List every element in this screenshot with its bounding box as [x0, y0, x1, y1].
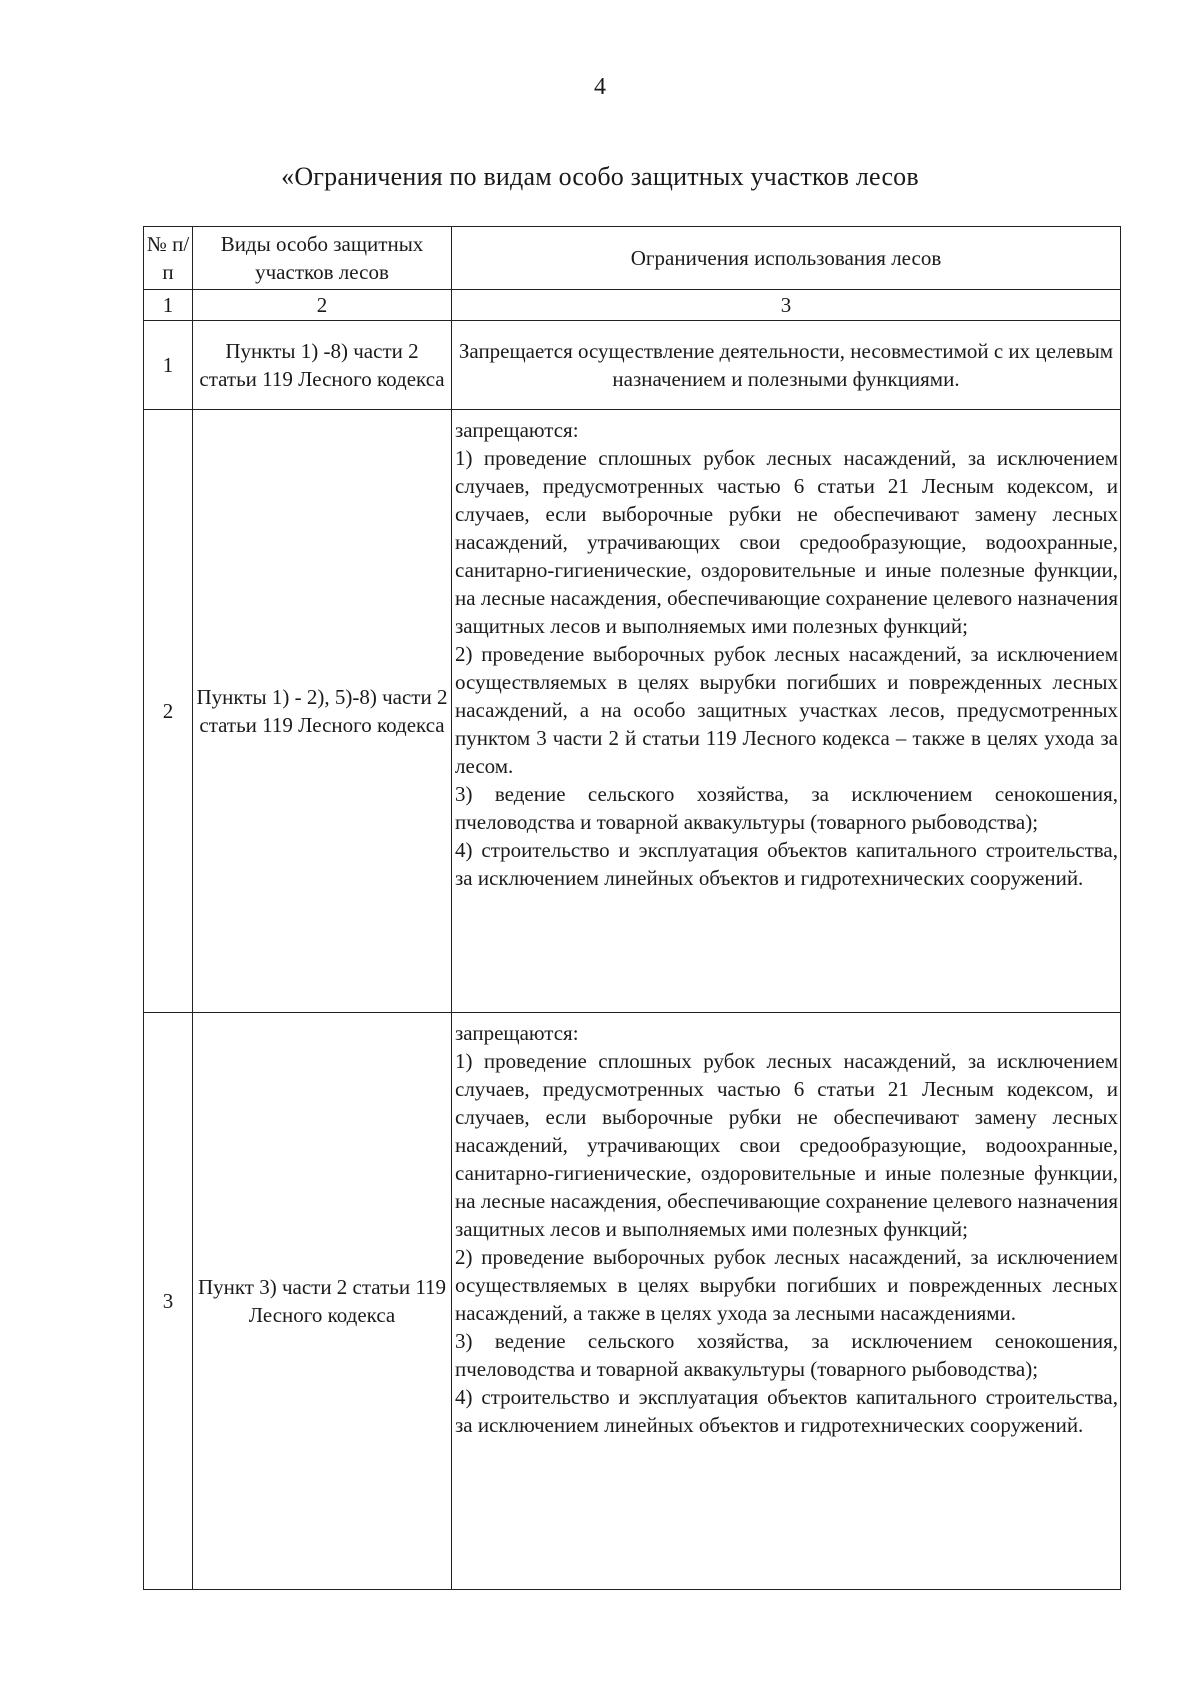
restriction-item: 1) проведение сплошных рубок лесных насаждений, за исключением случаев, предусмотренных частью 6 статьи 21 Лесным кодексом, и случаев, если выборочные рубки не обеспечивают замену лесных насаждений, утрачивающих свои средообразующие, водоохранные, санитарно-гигиенические, оздоровительные и иные полезные функции, на лесные насаждения, обеспечивающие сохранение целевого назначения защитных лесов и выполняемых ими полезных функций; — [455, 1049, 1118, 1241]
restrictions-table — [143, 226, 1121, 1590]
restriction-item: 3) ведение сельского хозяйства, за исключением сенокошения, пчеловодства и товарной аквакультуры (товарного рыбоводства); — [455, 1329, 1118, 1381]
restriction-item: запрещаются: — [455, 1021, 579, 1045]
restrictions-cell — [452, 410, 1121, 1013]
column-number: 3 — [452, 290, 1121, 321]
table-row — [144, 1013, 1121, 1590]
area-type-cell: Пункты 1) - 2), 5)-8) части 2 статьи 119 Лесного кодекса — [193, 410, 452, 1013]
restrictions-cell — [452, 1013, 1121, 1590]
restriction-item: 4) строительство и эксплуатация объектов капитального строительства, за исключением линейных объектов и гидротехнических сооружений. — [455, 1385, 1118, 1437]
column-number: 2 — [193, 290, 452, 321]
area-type-cell: Пункт 3) части 2 статьи 119 Лесного кодекса — [193, 1013, 452, 1590]
table-header-row — [144, 227, 1121, 290]
area-type-cell: Пункты 1) -8) части 2 статьи 119 Лесного кодекса — [193, 321, 452, 410]
restriction-item: запрещаются: — [455, 418, 579, 442]
restriction-item: 1) проведение сплошных рубок лесных насаждений, за исключением случаев, предусмотренных частью 6 статьи 21 Лесным кодексом, и случаев, если выборочные рубки не обеспечивают замену лесных насаждений, утрачивающих свои средообразующие, водоохранные, санитарно-гигиенические, оздоровительные и иные полезные функции, на лесные насаждения, обеспечивающие сохранение целевого назначения защитных лесов и выполняемых ими полезных функций; — [455, 446, 1118, 638]
row-number: 3 — [144, 1013, 193, 1590]
row-number: 2 — [144, 410, 193, 1013]
restriction-item: 4) строительство и эксплуатация объектов капитального строительства, за исключением линейных объектов и гидротехнических сооружений. — [455, 838, 1118, 890]
header-number: № п/п — [144, 227, 193, 290]
restriction-item: 2) проведение выборочных рубок лесных насаждений, за исключением осуществляемых в целях вырубки погибших и поврежденных лесных насаждений, а на особо защитных участках лесов, предусмотренных пунктом 3 части 2 й статьи 119 Лесного кодекса – также в целях ухода за лесом. — [455, 642, 1118, 778]
document-title: «Ограничения по видам особо защитных участков лесов — [281, 162, 919, 191]
restrictions-cell: Запрещается осуществление деятельности, несовместимой с их целевым назначением и полезными функциями. — [452, 321, 1121, 410]
restriction-item: 2) проведение выборочных рубок лесных насаждений, за исключением осуществляемых в целях вырубки погибших и поврежденных лесных насаждений, а также в целях ухода за лесными насаждениями. — [455, 1245, 1118, 1325]
page-number: 4 — [594, 74, 606, 100]
table-row — [144, 410, 1121, 1013]
column-number: 1 — [144, 290, 193, 321]
row-number: 1 — [144, 321, 193, 410]
header-area-type: Виды особо защитных участков лесов — [193, 227, 452, 290]
header-restrictions: Ограничения использования лесов — [452, 227, 1121, 290]
table-row — [144, 321, 1121, 410]
restriction-item: 3) ведение сельского хозяйства, за исключением сенокошения, пчеловодства и товарной аквакультуры (товарного рыбоводства); — [455, 782, 1118, 834]
column-number-row — [144, 290, 1121, 321]
